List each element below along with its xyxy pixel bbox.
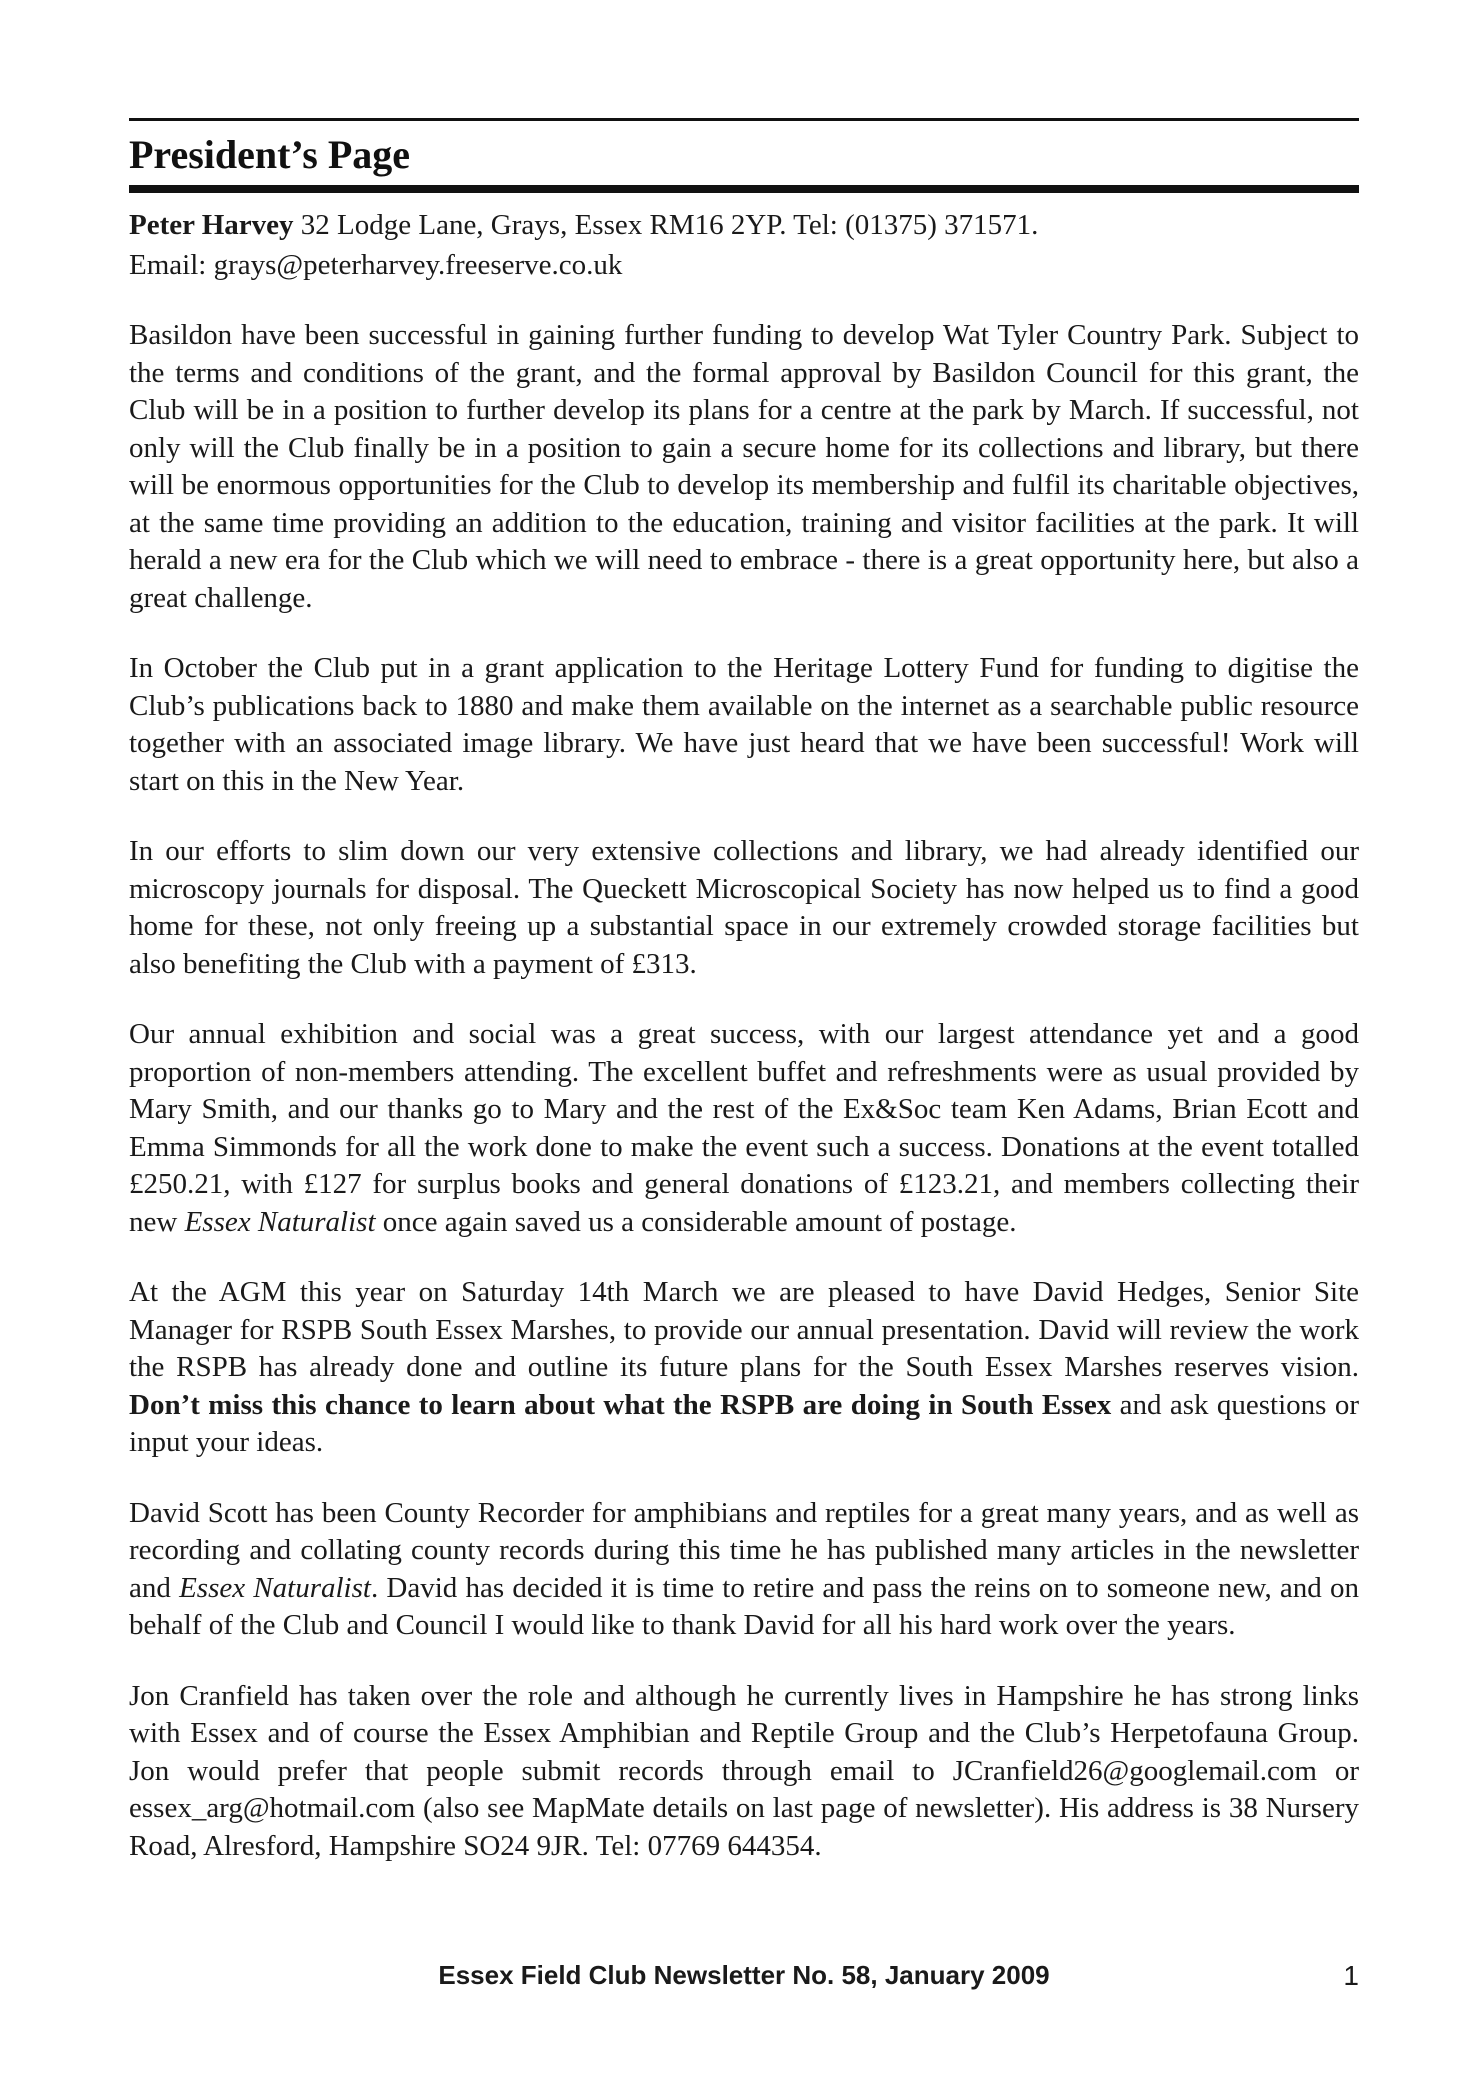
publication-title: Essex Naturalist — [179, 1571, 371, 1604]
president-name: Peter Harvey — [129, 209, 294, 241]
contact-email: Email: grays@peterharvey.freeserve.co.uk — [129, 249, 623, 281]
paragraph-exhibition — [129, 1016, 1359, 1241]
footer-publication: Essex Field Club Newsletter No. 58, January 2009 — [438, 1960, 1050, 1990]
page-footer — [129, 1960, 1359, 2000]
article-body — [129, 317, 1359, 1865]
paragraph-text: At the AGM this year on Saturday 14th March we are pleased to have David Hedges, Senior Site Manager for RSPB South Essex Marshes, to provide our annual presentation. David will review the work the RSPB has already done and outline its future plans for the South Essex Marshes reserves vision. — [129, 1276, 1359, 1383]
contact-address-line — [129, 205, 1359, 245]
paragraph-text: David Scott has been County Recorder for amphibians and reptiles for a great many years, and as well as recording and collating county records during this time he has published many articles in the newsletter and — [129, 1496, 1359, 1604]
paragraph-text: once again saved us a considerable amount of postage. — [375, 1205, 1017, 1238]
paragraph-text: Our annual exhibition and social was a great success, with our largest attendance yet and a good proportion of non-members attending. The excellent buffet and refreshments were as usual provided by Mary Smith, and our thanks go to Mary and the rest of the Ex&Soc team Ken Adams, Brian Ecott and Emma Simmonds for all the work done to make the event such a success. Donations at the event totalled £250.21, with £127 for surplus books and general donations of £123.21, and members collecting their new — [129, 1018, 1359, 1238]
paragraph-lottery-grant: In October the Club put in a grant application to the Heritage Lottery Fund for funding to digitise the Club’s publications back to 1880 and make them available on the internet as a searchable public resource together with an associated image library. We have just heard that we have been successful! Work will start on this in the New Year. — [129, 652, 1359, 797]
paragraph-text: and ask questions or input your ideas. — [129, 1388, 1360, 1458]
paragraph-county-recorder — [129, 1495, 1359, 1645]
paragraph-new-recorder: Jon Cranfield has taken over the role and although he currently lives in Hampshire he has strong links with Essex and of course the Essex Amphibian and Reptile Group and the Club’s Herpetofauna Group. Jon would prefer that people submit records through email to JCranfield26@googlemail.com or essex_arg@hotmail.com (also see MapMate details on last page of newsletter). His address is 38 Nursery Road, Alresford, Hampshire SO24 9JR. Tel: 07769 644354. — [129, 1679, 1359, 1862]
emphasis-text: Don’t miss this chance to learn about what the RSPB are doing in South Essex — [129, 1388, 1112, 1421]
contact-address: 32 Lodge Lane, Grays, Essex RM16 2YP. Tel: (01375) 371571. — [300, 209, 1039, 241]
title-underline-rule — [129, 185, 1359, 193]
page-content — [129, 118, 1359, 1898]
top-rule — [129, 118, 1359, 121]
page-number: 1 — [1343, 1960, 1359, 1991]
publication-title: Essex Naturalist — [184, 1205, 376, 1238]
contact-block — [129, 205, 1359, 285]
page-title: President’s Page — [129, 132, 411, 177]
paragraph-agm — [129, 1274, 1359, 1462]
paragraph-text: . David has decided it is time to retire and pass the reins on to someone new, and on behalf of the Club and Council I would like to thank David for all his hard work over the years. — [129, 1571, 1360, 1641]
paragraph-funding: Basildon have been successful in gaining further funding to develop Wat Tyler Country Park. Subject to the terms and conditions of the grant, and the formal approval by Basildon Council for this grant, the Club will be in a position to further develop its plans for a centre at the park by March. If successful, not only will the Club finally be in a position to gain a secure home for its collections and library, but there will be enormous opportunities for the Club to develop its membership and fulfil its charitable objectives, at the same time providing an addition to the education, training and visitor facilities at the park. It will herald a new era for the Club which we will need to embrace - there is a great opportunity here, but also a great challenge. — [129, 319, 1359, 614]
paragraph-collections: In our efforts to slim down our very extensive collections and library, we had already identified our microscopy journals for disposal. The Queckett Microscopical Society has now helped us to find a good home for these, not only freeing up a substantial space in our extremely crowded storage facilities but also benefiting the Club with a payment of £313. — [129, 835, 1359, 980]
